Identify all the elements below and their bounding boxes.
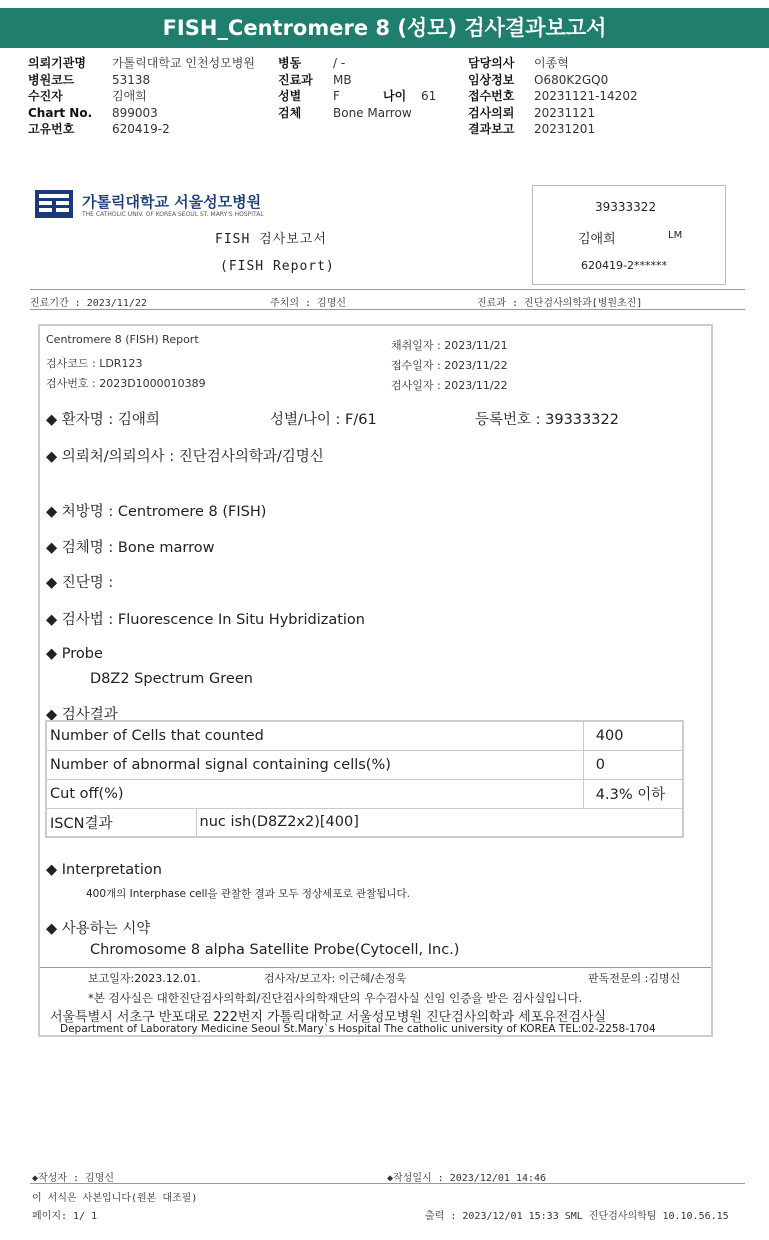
header-label: 병동 — [278, 56, 302, 70]
header-value: MB — [333, 72, 352, 87]
visit-period: 진료기간 : 2023/11/22 — [30, 298, 147, 309]
patient-box — [532, 185, 726, 285]
signature-bar — [40, 967, 711, 987]
header-label: 임상정보 — [468, 72, 515, 87]
header-label: 수진자 — [28, 89, 63, 103]
exam-date: 검사일자 : 2023/11/22 — [391, 379, 508, 392]
patient-name-line: ◆ 환자명 : 김애희 — [46, 412, 160, 428]
age-value: 61 — [421, 89, 437, 103]
header-value: 20231201 — [534, 122, 596, 136]
header-label: 검사의뢰 — [468, 105, 515, 120]
reagent-label: ◆ 사용하는 시약 — [46, 921, 151, 937]
page-number: 페이지: 1/ 1 — [32, 1211, 98, 1222]
header-value: 이종혁 — [534, 56, 569, 70]
iscn-label: ISCN결과 — [46, 808, 196, 837]
header-col-3 — [468, 55, 638, 138]
specimen-line: ◆ 검체명 : Bone marrow — [46, 540, 215, 556]
certification-note: *본 검사실은 대한진단검사의학회/진단검사의학재단의 우수검사실 신임 인증을 받은 검사실입니다. — [88, 991, 583, 1005]
table-row — [46, 750, 683, 779]
header-label: 담당의사 — [468, 56, 515, 70]
header-value: O680K2GQ0 — [534, 72, 609, 87]
probe-value: D8Z2 Spectrum Green — [90, 671, 253, 687]
header-value: / - — [333, 56, 346, 70]
header-label: 접수번호 — [468, 89, 515, 103]
header-col-1 — [28, 55, 255, 138]
probe-label: ◆ Probe — [46, 646, 103, 662]
header-col-2 — [278, 55, 436, 121]
header-value: 53138 — [112, 72, 151, 87]
table-row — [46, 779, 683, 808]
result-item: Number of Cells that counted — [46, 721, 583, 750]
collect-date: 채취일자 : 2023/11/21 — [391, 339, 508, 352]
receive-date: 접수일자 : 2023/11/22 — [391, 359, 508, 372]
header-label: 병원코드 — [28, 72, 75, 87]
writer: ◆작성자 : 김명신 — [32, 1173, 115, 1184]
report-heading: FISH 검사보고서 — [215, 232, 327, 247]
iscn-value: nuc ish(D8Z2x2)[400] — [196, 808, 683, 837]
result-label: ◆ 검사결과 — [46, 707, 118, 723]
print-info: 출력 : 2023/12/01 15:33 SML 진단검사의학팀 10.10.56.15 — [425, 1211, 729, 1222]
visit-doctor: 주치의 : 김명신 — [270, 298, 347, 309]
test-number: 검사번호 : 2023D1000010389 — [46, 377, 206, 390]
reg-no-line: 등록번호 : 39333322 — [475, 412, 619, 428]
report-name: Centromere 8 (FISH) Report — [46, 333, 199, 346]
hospital-name: 가톨릭대학교 서울성모병원 — [82, 193, 262, 211]
header-value: Bone Marrow — [333, 105, 412, 120]
written-at: ◆작성일시 : 2023/12/01 14:46 — [387, 1173, 547, 1184]
patient-id: 39333322 — [595, 200, 657, 214]
header-value: 20231121-14202 — [534, 89, 638, 103]
visit-bar — [30, 289, 745, 310]
hospital-name-en: THE CATHOLIC UNIV. OF KOREA SEOUL ST. MARY'S HOSPITAL — [82, 211, 264, 218]
header-label: 성별 — [278, 89, 302, 103]
interpretation-text: 400개의 Interphase cell을 관찰한 결과 모두 정상세포로 관찰됩니다. — [86, 888, 410, 900]
report-title-bar: FISH_Centromere 8 (성모) 검사결과보고서 — [0, 8, 769, 48]
header-label: 검체 — [278, 105, 302, 120]
lab-address: 서울특별시 서초구 반포대로 222번지 가톨릭대학교 서울성모병원 진단검사의학과 세포유전검사실 — [50, 1010, 607, 1025]
table-row — [46, 808, 683, 837]
result-value: 400 — [583, 721, 683, 750]
header-label: 의뢰기관명 — [28, 56, 86, 70]
patient-name: 김애희 — [578, 232, 616, 247]
copy-note: 이 서식은 사본입니다(원본 대조필) — [32, 1193, 198, 1204]
header-value: 가톨릭대학교 인천성모병원 — [112, 56, 255, 70]
report-body — [38, 324, 713, 1037]
interpretation-label: ◆ Interpretation — [46, 862, 162, 878]
header-label: Chart No. — [28, 105, 93, 120]
diagnosis-line: ◆ 진단명 : — [46, 575, 114, 591]
reader: 판독전문의 :김명신 — [588, 972, 681, 985]
result-table — [45, 720, 684, 838]
sex-age-line: 성별/나이 : F/61 — [270, 412, 377, 428]
report-date: 보고일자:2023.12.01. — [88, 972, 201, 985]
hospital-emblem-icon — [34, 189, 74, 219]
header-label: 결과보고 — [468, 122, 515, 136]
result-value: 0 — [583, 750, 683, 779]
header-label: 진료과 — [278, 72, 313, 87]
header-value: 899003 — [112, 105, 158, 120]
test-code: 검사코드 : LDR123 — [46, 357, 143, 370]
patient-code: LM — [668, 230, 683, 241]
table-row — [46, 721, 683, 750]
prescription-line: ◆ 처방명 : Centromere 8 (FISH) — [46, 504, 267, 520]
patient-resident-no: 620419-2****** — [581, 259, 667, 272]
footer-divider — [30, 1183, 745, 1184]
header-value: F — [333, 89, 340, 103]
visit-dept: 진료과 : 진단검사의학과[병원초진] — [477, 298, 643, 309]
lab-department-en: Department of Laboratory Medicine Seoul St.Mary`s Hospital The catholic university of KOREA TEL:02-2258-1704 — [60, 1023, 656, 1035]
header-value: 김애희 — [112, 89, 147, 103]
age-label: 나이 — [383, 89, 407, 103]
result-item: Number of abnormal signal containing cells(%) — [46, 750, 583, 779]
requester-line: ◆ 의뢰처/의뢰의사 : 진단검사의학과/김명신 — [46, 449, 324, 465]
reagent-text: Chromosome 8 alpha Satellite Probe(Cytocell, Inc.) — [90, 942, 460, 958]
header-label: 고유번호 — [28, 122, 75, 136]
result-item: Cut off(%) — [46, 779, 583, 808]
examiner: 검사자/보고자: 이근혜/손정욱 — [264, 972, 407, 985]
header-value: 20231121 — [534, 105, 596, 120]
result-value: 4.3% 이하 — [583, 779, 683, 808]
report-subheading: (FISH Report) — [220, 259, 335, 274]
method-line: ◆ 검사법 : Fluorescence In Situ Hybridization — [46, 612, 365, 628]
header-value: 620419-2 — [112, 122, 170, 136]
